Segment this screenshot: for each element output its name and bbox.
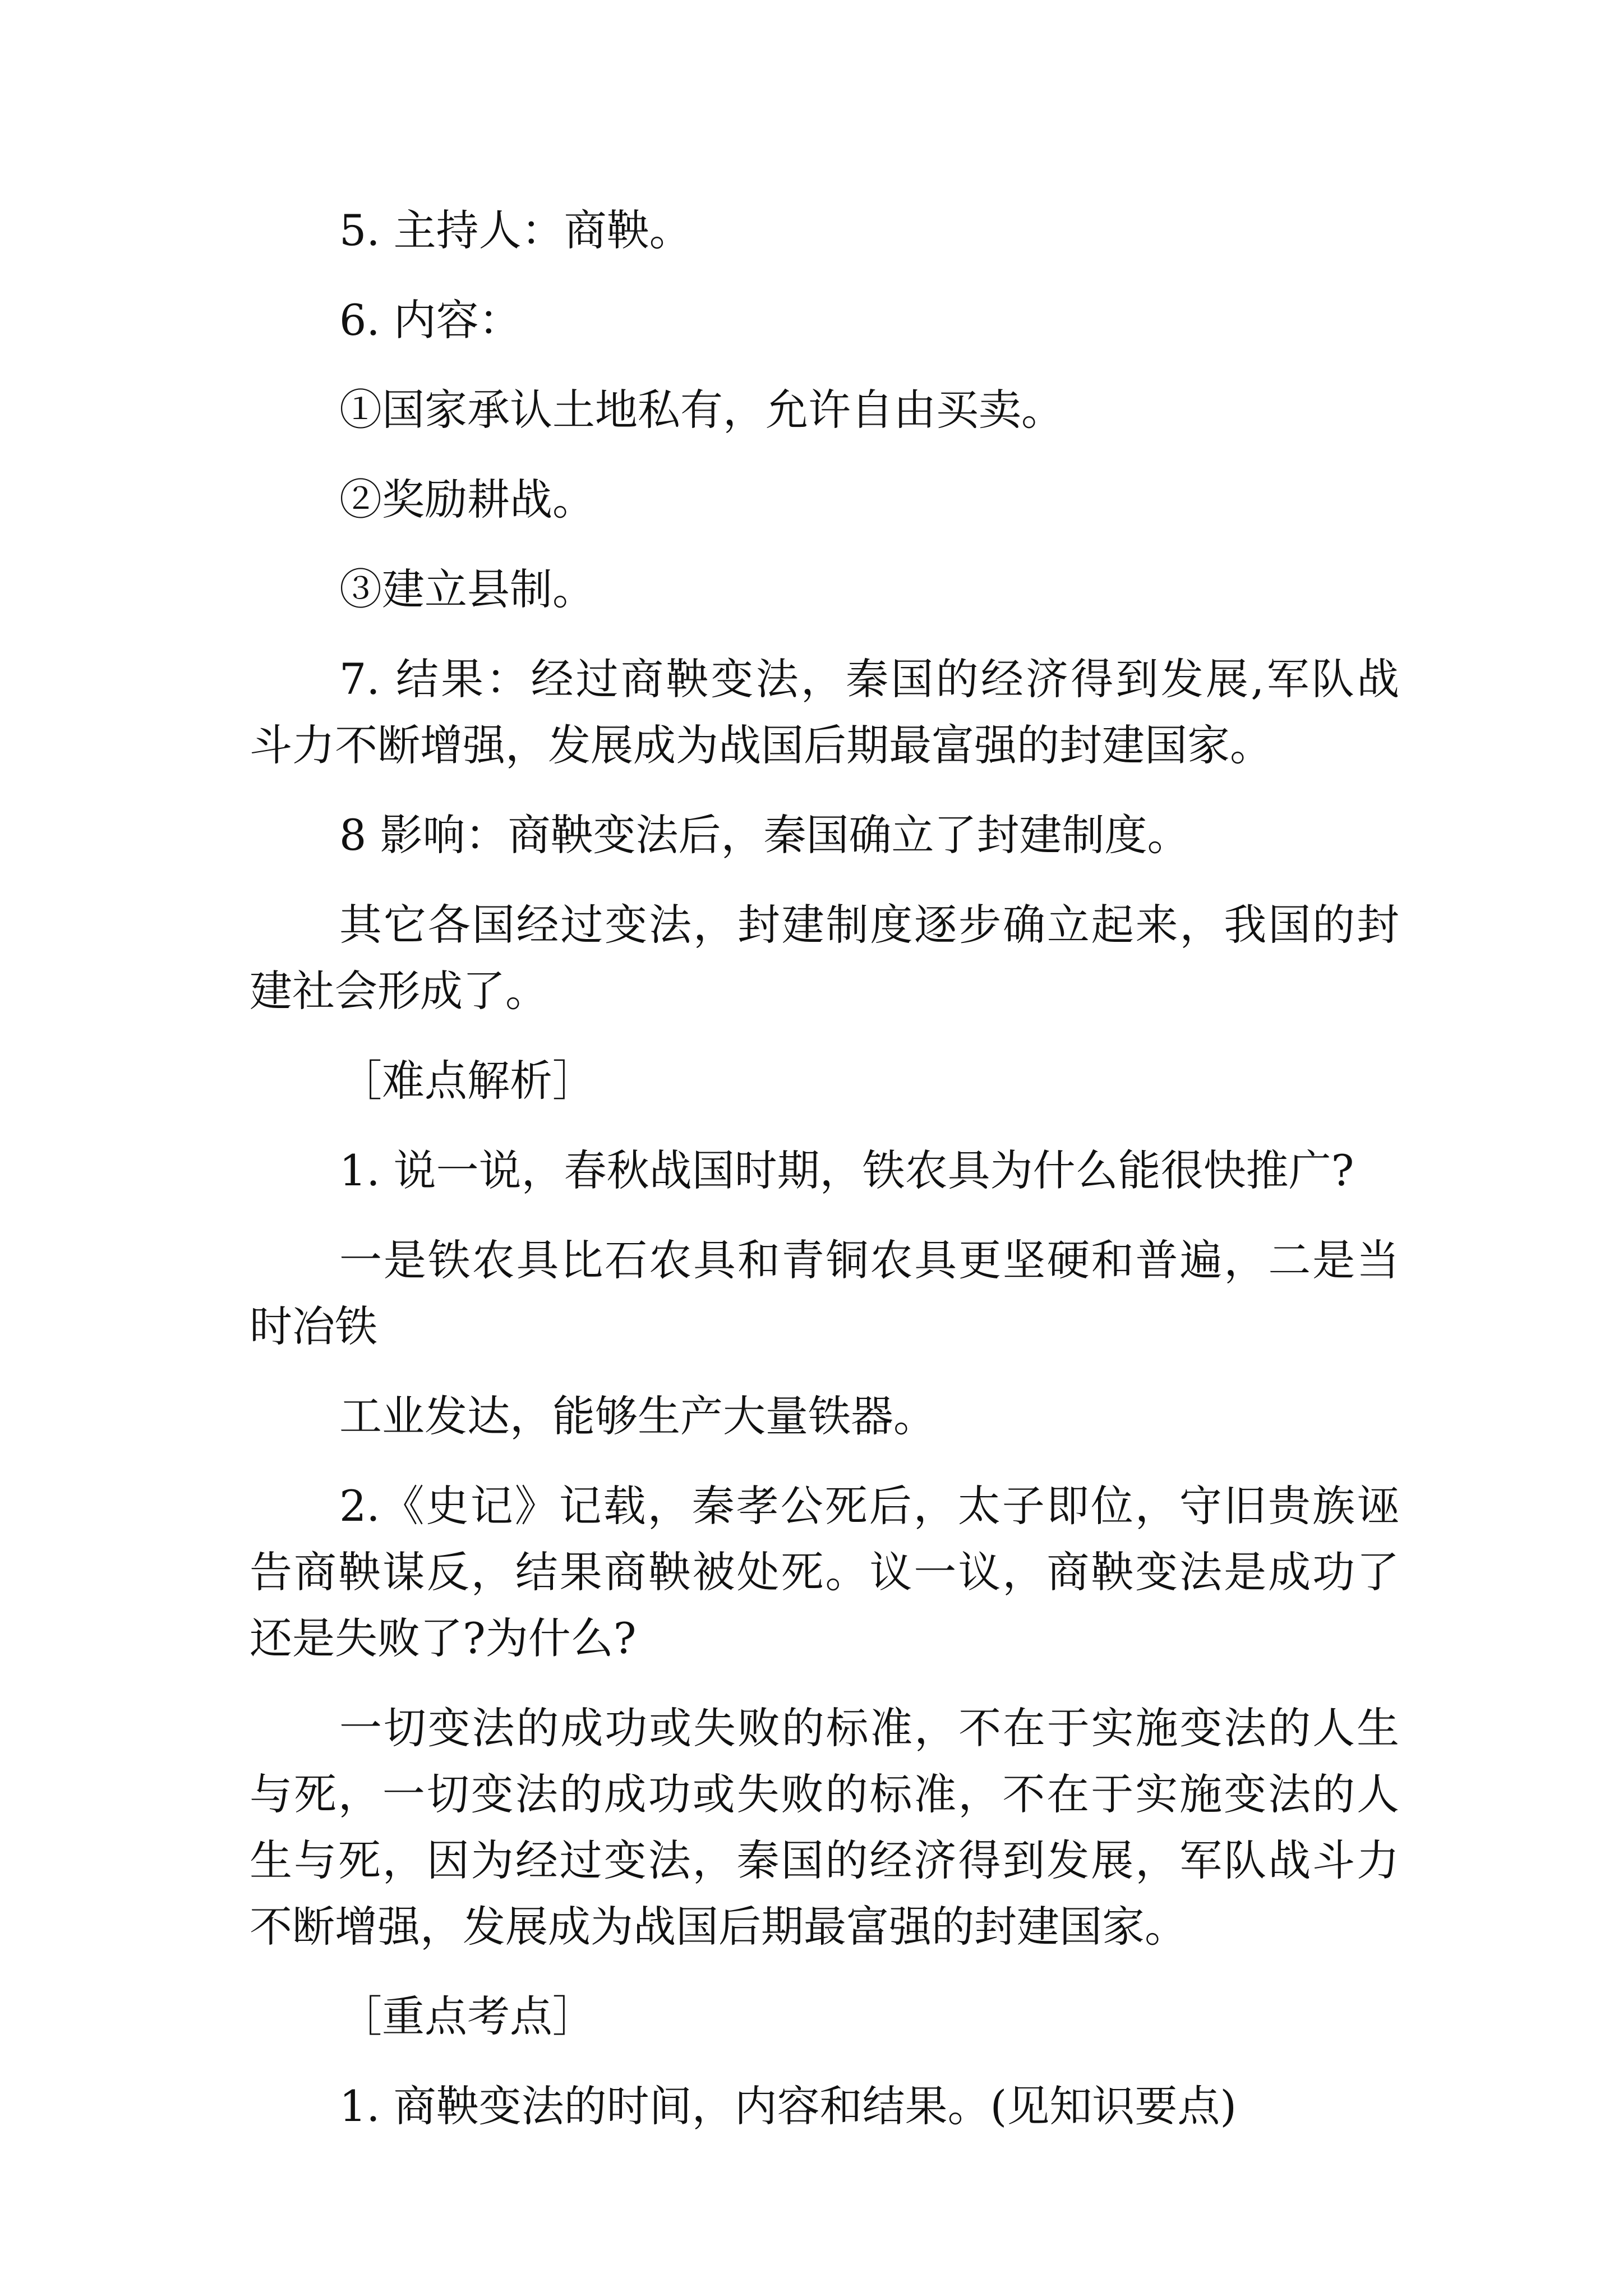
text-line: 生与死，因为经过变法，秦国的经济得到发展，军队战斗力 — [250, 1835, 1399, 1885]
section-heading-difficult-points — [250, 1048, 1399, 1114]
text-line: 6. 内容： — [339, 295, 522, 345]
paragraph-content-heading — [250, 287, 1399, 353]
paragraph-other-states — [250, 892, 1399, 1024]
text-line: ②奖励耕战。 — [339, 475, 595, 524]
text-line: ［重点考点］ — [339, 1991, 595, 2041]
text-line: 一切变法的成功或失败的标准，不在于实施变法的人生 — [339, 1703, 1399, 1753]
text-line: 告商鞅谋反，结果商鞅被处死。议一议，商鞅变法是成功了 — [250, 1547, 1399, 1597]
paragraph-content-item-2 — [250, 467, 1399, 533]
section-heading-key-exam-points — [250, 1984, 1399, 2050]
text-line: ［难点解析］ — [339, 1056, 595, 1106]
text-line: 1. 商鞅变法的时间，内容和结果。(见知识要点) — [339, 2081, 1237, 2131]
paragraph-host — [250, 197, 1399, 264]
text-line: 斗力不断增强，发展成为战国后期最富强的封建国家。 — [250, 720, 1272, 770]
paragraph-result — [250, 646, 1399, 779]
paragraph-influence — [250, 802, 1399, 868]
paragraph-answer-2 — [250, 1695, 1399, 1960]
document-body — [250, 197, 1399, 2139]
text-line: ①国家承认土地私有，允许自由买卖。 — [339, 385, 1064, 435]
text-line: 一是铁农具比石农具和青铜农具更坚硬和普遍，二是当 — [339, 1235, 1399, 1285]
paragraph-question-2 — [250, 1473, 1399, 1672]
text-line: 与死，一切变法的成功或失败的标准，不在于实施变法的人 — [250, 1769, 1399, 1819]
text-line: 5. 主持人：商鞅。 — [339, 205, 692, 255]
text-line: 时冶铁 — [250, 1301, 377, 1351]
text-line: ③建立县制。 — [339, 564, 595, 614]
paragraph-answer-1-continued — [250, 1383, 1399, 1450]
text-line: 8 影响：商鞅变法后，秦国确立了封建制度。 — [339, 810, 1190, 860]
text-line: 7. 结果：经过商鞅变法，秦国的经济得到发展,军队战 — [339, 654, 1399, 704]
text-line: 建社会形成了。 — [250, 966, 548, 1016]
text-line: 还是失败了?为什么? — [250, 1613, 637, 1663]
paragraph-content-item-1 — [250, 377, 1399, 443]
text-line: 其它各国经过变法，封建制度逐步确立起来，我国的封 — [339, 900, 1399, 950]
text-line: 不断增强，发展成为战国后期最富强的封建国家。 — [250, 1902, 1187, 1952]
text-line: 工业发达，能够生产大量铁器。 — [339, 1391, 936, 1441]
paragraph-question-1 — [250, 1138, 1399, 1204]
text-line: 1. 说一说，春秋战国时期，铁农具为什么能很快推广? — [339, 1145, 1354, 1195]
paragraph-answer-1 — [250, 1227, 1399, 1360]
text-line: 2.《史记》记载，秦孝公死后，太子即位，守旧贵族诬 — [339, 1481, 1399, 1531]
paragraph-exam-point-1 — [250, 2073, 1399, 2139]
paragraph-content-item-3 — [250, 556, 1399, 623]
